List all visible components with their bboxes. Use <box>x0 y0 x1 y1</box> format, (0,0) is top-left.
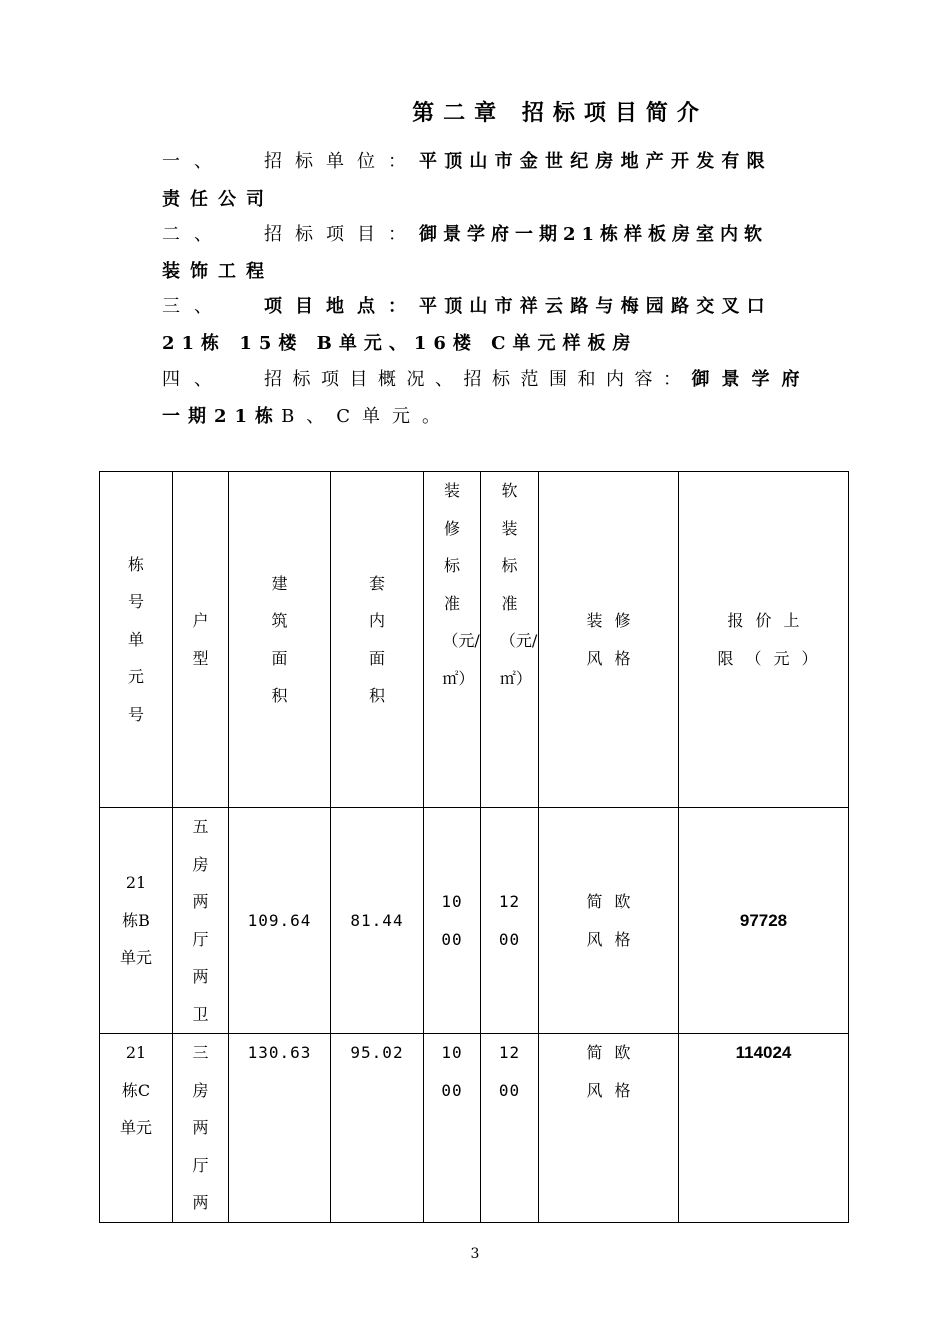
cell-unit: 21栋C单元 <box>100 1034 173 1223</box>
cell-inner-area: 81.44 <box>331 808 424 1034</box>
header-inner-area: 套内面积 <box>331 472 424 808</box>
cell-style: 简欧风格 <box>539 808 679 1034</box>
item-3-key: 项目地点： <box>264 296 419 317</box>
item-3-line-1 <box>162 295 824 319</box>
table-header-row <box>100 472 849 808</box>
cell-unit: 21栋B单元 <box>100 808 173 1034</box>
item-2-line-1 <box>162 223 824 247</box>
cell-style: 简欧风格 <box>539 1034 679 1223</box>
table-row <box>100 808 849 1034</box>
chapter-title: 第二章 招标项目简介 <box>412 100 708 126</box>
header-gross-area: 建筑面积 <box>229 472 331 808</box>
cell-price-cap: 114024 <box>679 1034 849 1223</box>
item-3-value: 平顶山市祥云路与梅园路交叉口 <box>419 296 772 317</box>
header-unit: 栋号单元号 <box>100 472 173 808</box>
item-2-line-2: 装饰工程 <box>162 261 274 282</box>
item-4-value: 御景学府 <box>691 369 812 390</box>
cell-inner-area: 95.02 <box>331 1034 424 1223</box>
header-style: 装修风格 <box>539 472 679 808</box>
header-deco-standard: 装修标准（元/㎡） <box>424 472 481 808</box>
item-3-label: 三、 <box>162 296 226 317</box>
item-4-line-2-bold: 一期21栋 <box>162 406 282 427</box>
item-4-key: 招标项目概况、招标范围和内容： <box>264 369 692 390</box>
item-1-line-1 <box>162 150 824 174</box>
cell-type: 五房两厅两卫 <box>173 808 229 1034</box>
item-1-key: 招标单位： <box>264 151 419 172</box>
header-soft-standard: 软装标准（元/㎡） <box>481 472 539 808</box>
item-4-line-2 <box>162 405 824 429</box>
item-4-label: 四、 <box>162 369 226 390</box>
cell-price-cap: 97728 <box>679 808 849 1034</box>
header-price-cap: 报价上限（元） <box>679 472 849 808</box>
cell-deco-standard: 1000 <box>424 1034 481 1223</box>
cell-soft-standard: 1200 <box>481 1034 539 1223</box>
item-1-line-2: 责任公司 <box>162 189 274 210</box>
page-number: 3 <box>470 1246 480 1262</box>
item-1-value: 平顶山市金世纪房地产开发有限 <box>419 151 772 172</box>
cell-deco-standard: 1000 <box>424 808 481 1034</box>
bid-table <box>99 471 849 1223</box>
cell-type: 三房两厅两 <box>173 1034 229 1223</box>
item-4-line-2-rest: B、C单元。 <box>281 406 453 427</box>
item-2-key: 招标项目： <box>264 224 419 245</box>
item-4-line-1 <box>162 368 824 392</box>
cell-soft-standard: 1200 <box>481 808 539 1034</box>
item-2-label: 二、 <box>162 224 226 245</box>
item-1-label: 一、 <box>162 151 226 172</box>
item-2-value: 御景学府一期21栋样板房室内软 <box>419 224 769 245</box>
item-3-line-2: 21栋 15楼 B单元、16楼 C单元样板房 <box>162 333 638 354</box>
header-type: 户型 <box>173 472 229 808</box>
cell-gross-area: 109.64 <box>229 808 331 1034</box>
cell-gross-area: 130.63 <box>229 1034 331 1223</box>
table-row <box>100 1034 849 1223</box>
